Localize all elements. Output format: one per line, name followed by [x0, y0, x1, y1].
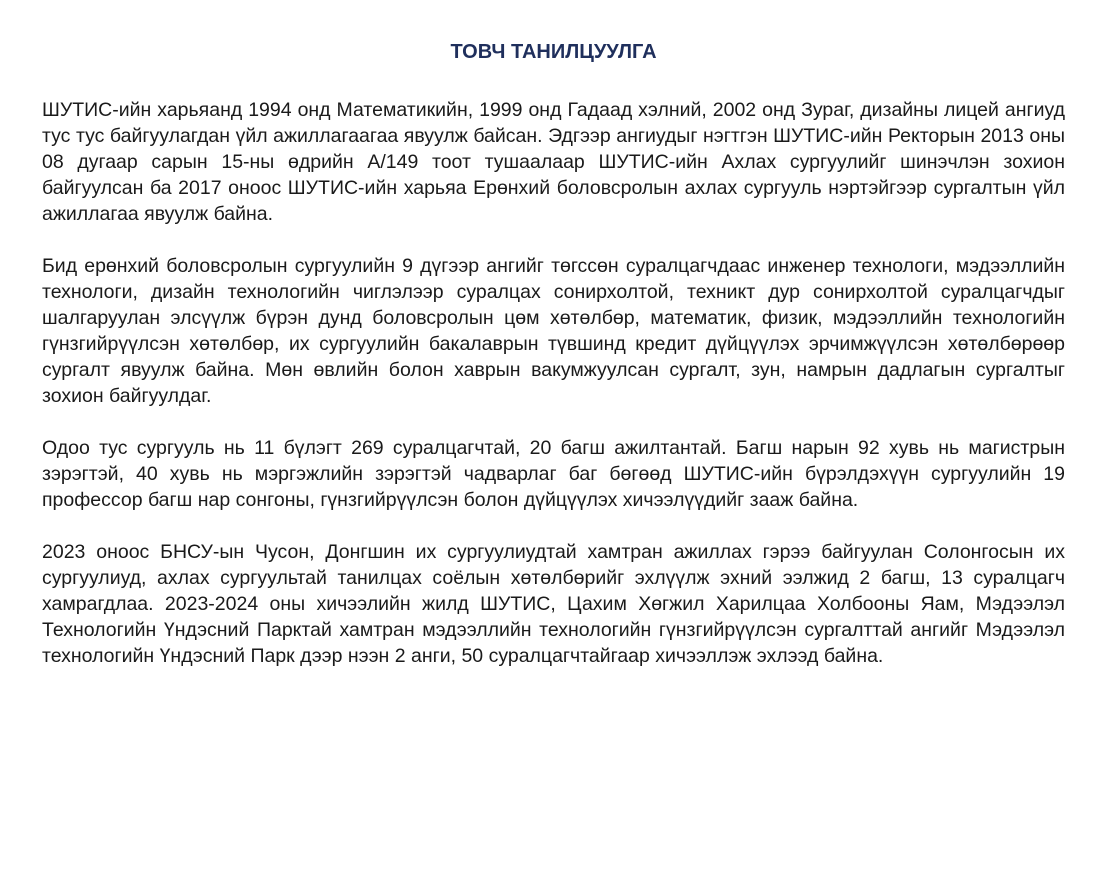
document-page	[42, 38, 1065, 695]
paragraph-cooperation: 2023 оноос БНСУ-ын Чусон, Донгшин их сургуулиудтай хамтран ажиллах гэрээ байгуулан Солонгосын их сургуулиуд, ахлах сургуультай танилцах соёлын хөтөлбөрийг эхлүүлж эхний ээлжид 2 багш, 13 суралцагч хамрагдлаа. 2023-2024 оны хичээлийн жилд ШУТИС, Цахим Хөгжил Харилцаа Холбооны Яам, Мэдээлэл Технологийн Үндэсний Парктай хамтран мэдээллийн технологийн гүнзгийрүүлсэн сургалттай ангийг Мэдээлэл технологийн Үндэсний Парк дээр нээн 2 анги, 50 суралцагчтайгаар хичээллэж эхлээд байна.	[42, 541, 1065, 667]
document-title: ТОВЧ ТАНИЛЦУУЛГА	[450, 41, 657, 63]
paragraph-staff: Одоо тус сургууль нь 11 бүлэгт 269 суралцагчтай, 20 багш ажилтантай. Багш нарын 92 хувь нь магистрын зэрэгтэй, 40 хувь нь мэргэжлийн зэрэгтэй чадварлаг баг бөгөөд ШУТИС-ийн бүрэлдэхүүн сургуулийн 19 профессор багш нар сонгоны, гүнзгийрүүлсэн болон дүйцүүлэх хичээлүүдийг зааж байна.	[42, 437, 1065, 511]
paragraph-programs: Бид ерөнхий боловсролын сургуулийн 9 дүгээр ангийг төгссөн суралцагчдаас инженер технологи, мэдээллийн технологи, дизайн технологийн чиглэлээр суралцах сонирхолтой, техникт дур сонирхолтой суралцагчдыг шалгаруулан элсүүлж бүрэн дунд боловсролын цөм хөтөлбөр, математик, физик, мэдээллийн технологийн гүнзгийрүүлсэн хөтөлбөр, их сургуулийн бакалаврын түвшинд кредит дүйцүүлэх эрчимжүүлсэн хөтөлбөрөөр сургалт явуулж байна. Мөн өвлийн болон хаврын вакумжуулсан сургалт, зун, намрын дадлагын сургалтыг зохион байгуулдаг.	[42, 255, 1065, 407]
paragraph-history: ШУТИС-ийн харьяанд 1994 онд Математикийн, 1999 онд Гадаад хэлний, 2002 онд Зураг, дизайны лицей ангиуд тус тус байгуулагдан үйл ажиллагаагаа явуулж байсан. Эдгээр ангиудыг нэгтгэн ШУТИС-ийн Ректорын 2013 оны 08 дугаар сарын 15-ны өдрийн А/149 тоот тушаалаар ШУТИС-ийн Ахлах сургуулийг шинэчлэн зохион байгуулсан ба 2017 оноос ШУТИС-ийн харьяа Ерөнхий боловсролын ахлах сургууль нэртэйгээр сургалтын үйл ажиллагаа явуулж байна.	[42, 99, 1065, 225]
